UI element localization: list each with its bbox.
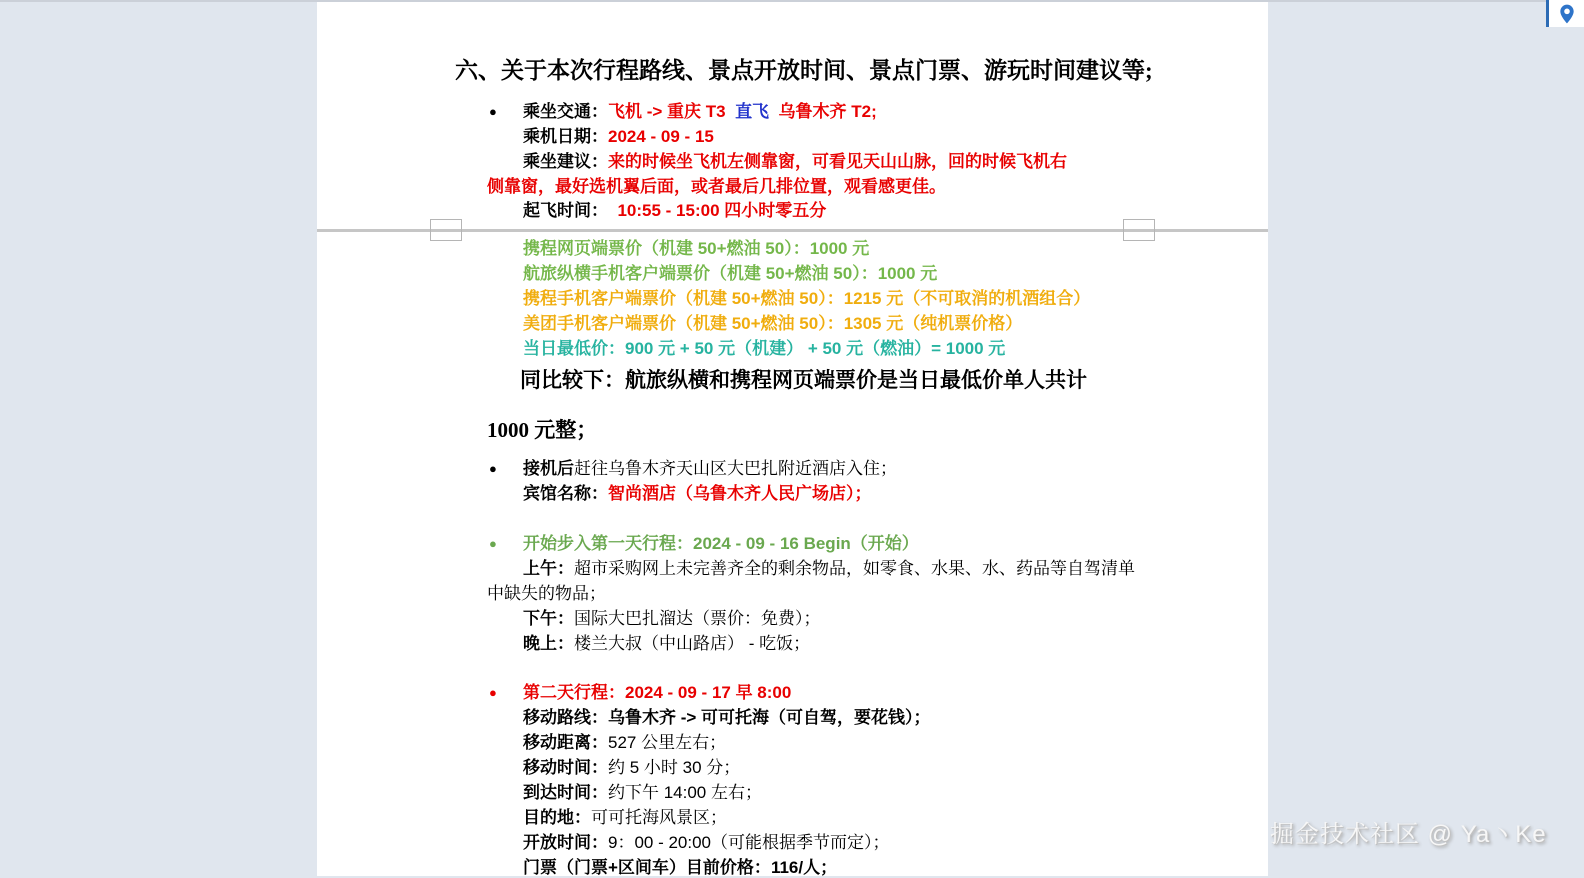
page-title [455,60,1153,81]
day1-morning-text: 超市采购网上未完善齐全的剩余物品，如零食、水果、水、药品等自驾清单 [574,559,1135,578]
map-pin-button[interactable] [1546,0,1584,27]
day1-afternoon-line [523,608,821,629]
advice-text-2: 侧靠窗，最好选机翼后面，或者最后几排位置，观看感更佳。 [487,177,946,196]
day2-distance-line [523,732,726,753]
price-ctrip-app-text: 携程手机客户端票价（机建 50+燃油 50）：1215 元（不可取消的机酒组合） [523,289,1091,308]
day2-duration-line [523,757,740,778]
price-meituan-app-text: 美团手机客户端票价（机建 50+燃油 50）：1305 元（纯机票价格） [523,314,1023,333]
day2-distance-text: 527 公里左右； [608,733,727,752]
price-line-umetrip [523,263,937,284]
day2-header-text: 第二天行程：2024 - 09 - 17 早 8:00 [523,683,792,702]
date-value: 2024 - 09 - 15 [608,127,714,146]
day1-afternoon-label: 下午： [523,609,574,628]
day2-duration-label: 移动时间： [523,758,608,777]
page-break-marker-left [430,219,462,241]
day2-duration-text: 约 5 小时 30 分； [608,758,741,777]
price-line-ctrip-app [523,288,1090,309]
day1-evening-text: 楼兰大叔（中山路店） - 吃饭； [574,634,811,653]
hotel-arrive-bold: 接机后 [523,459,574,478]
hotel-arrive-rest: 赶往乌鲁木齐天山区大巴扎附近酒店入住； [574,459,897,478]
bullet-icon: ● [489,685,497,700]
hotel-name-label: 宾馆名称： [523,484,608,503]
day1-morning-line [523,558,1135,579]
map-pin-icon [1559,4,1575,24]
day1-afternoon-text: 国际大巴扎溜达（票价：免费）； [574,609,821,628]
day1-evening-label: 晚上： [523,634,574,653]
advice-label: 乘坐建议： [523,152,608,171]
transport-direct: 直飞 [735,102,770,121]
day2-route-label: 移动路线： [523,708,608,727]
hotel-name-value: 智尚酒店（乌鲁木齐人民广场店）； [608,484,872,503]
bullet-icon: ● [489,536,497,551]
hotel-name-line [523,483,872,504]
day1-morning-label: 上午： [523,559,574,578]
watermark-text: 掘金技术社区 @ Ya丶Ke [1270,821,1547,848]
summary-text-2: 1000 元整； [487,418,598,442]
document-page [317,2,1268,876]
bullet-icon: ● [489,461,497,476]
advice-text-1: 来的时候坐飞机左侧靠窗，可看见天山山脉，回的时候飞机右 [608,152,1067,171]
summary-line-2 [487,420,597,441]
takeoff-label: 起飞时间： [523,201,608,220]
flight-transport-line [489,101,877,122]
transport-route-1: 飞机 -> 重庆 T3 [608,102,726,121]
flight-takeoff-line [523,200,826,221]
transport-label: 乘坐交通： [523,102,608,121]
bullet-icon: ● [489,104,497,119]
day1-evening-line [523,633,810,654]
price-line-lowest [523,338,1005,359]
flight-advice-line-1 [523,151,1067,172]
day2-destination-text: 可可托海风景区； [591,808,727,827]
page-title-text: 六、关于本次行程路线、景点开放时间、景点门票、游玩时间建议等; [455,58,1153,83]
day1-header-text: 开始步入第一天行程：2024 - 09 - 16 Begin（开始） [523,534,919,553]
transport-route-2: 乌鲁木齐 T2; [778,102,877,121]
takeoff-value: 10:55 - 15:00 四小时零五分 [617,201,827,220]
day1-header-line [489,533,919,554]
price-line-meituan-app [523,313,1022,334]
date-label: 乘机日期： [523,127,608,146]
day2-arrival-label: 到达时间： [523,783,608,802]
day2-route-line [523,707,931,728]
day2-arrival-line [523,782,762,803]
summary-text-1: 同比较下：航旅纵横和携程网页端票价是当日最低价单人共计 [520,368,1087,392]
day2-header-line [489,682,791,703]
summary-line-1 [520,370,1087,391]
day2-open-hours-line [523,832,890,853]
watermark [1270,814,1547,849]
day2-destination-label: 目的地： [523,808,591,827]
flight-advice-line-2 [487,176,946,197]
price-line-ctrip-web [523,238,869,259]
day2-distance-label: 移动距离： [523,733,608,752]
day1-morning-wrap-line [487,583,606,604]
hotel-arrive-line [489,458,897,479]
day2-destination-line [523,807,727,828]
day1-morning-wrap-text: 中缺失的物品； [487,584,606,603]
day2-open-text: 9：00 - 20:00（可能根据季节而定）； [608,833,890,852]
price-ctrip-web-text: 携程网页端票价（机建 50+燃油 50）：1000 元 [523,239,870,258]
price-lowest-text: 当日最低价：900 元 + 50 元（机建） + 50 元（燃油）= 1000 元 [523,339,1006,358]
day2-open-label: 开放时间： [523,833,608,852]
day2-ticket-label: 门票（门票+区间车）目前价格： [523,858,771,877]
page-break-marker-right [1123,219,1155,241]
day2-ticket-value: 116/人； [770,858,838,877]
day2-ticket-line [523,857,837,878]
flight-date-line [523,126,714,147]
day2-route-text: 乌鲁木齐 -> 可可托海（可自驾，要花钱）； [608,708,931,727]
day2-arrival-text: 约下午 14:00 左右； [608,783,762,802]
price-umetrip-text: 航旅纵横手机客户端票价（机建 50+燃油 50）：1000 元 [523,264,938,283]
